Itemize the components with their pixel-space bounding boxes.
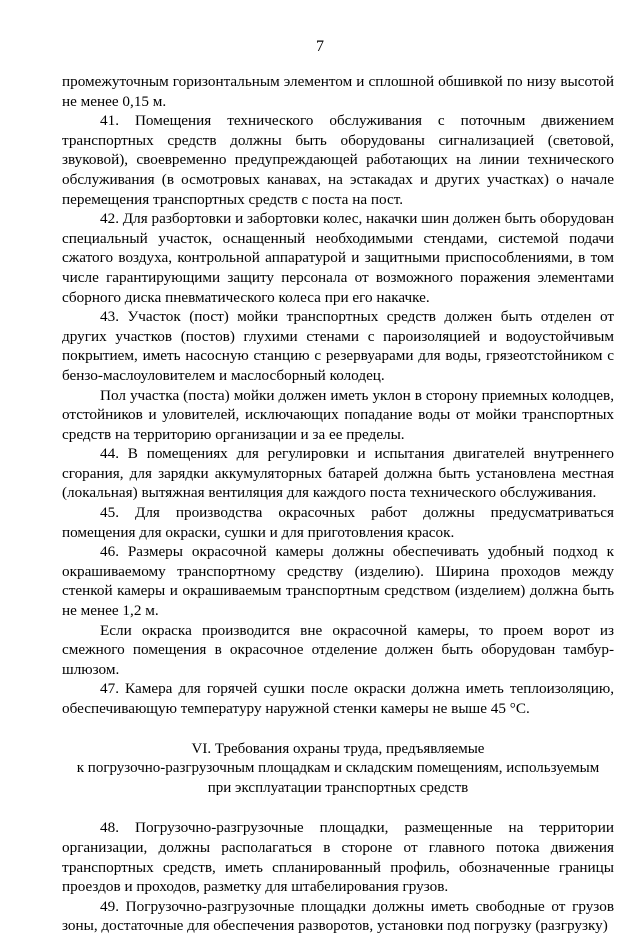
page-number: 7: [316, 38, 324, 55]
paragraph-continuation: промежуточным горизонтальным элементом и сплошной обшивкой по низу высотой не менее 0,15 м.: [62, 73, 614, 110]
paragraph-49: 49. Погрузочно-разгрузочные площадки должны иметь свободные от грузов зоны, достаточные для обеспечения разворотов, установки под погрузку (разгрузку): [62, 897, 614, 935]
section-heading-line: к погрузочно-разгрузочным площадкам и складским помещениям, используемым: [76, 760, 600, 777]
body-text: [62, 72, 614, 936]
section-heading: [62, 740, 614, 799]
paragraph-46-outside-booth: Если окраска производится вне окрасочной камеры, то проем ворот из смежного помещения в окрасочное отделение должен быть оборудован тамбур-шлюзом.: [62, 621, 614, 678]
paragraph-41: 41. Помещения технического обслуживания с поточным движением транспортных средств должны быть оборудованы сигнализацией (световой, звуковой), своевременно предупреждающей работающих на линии технического обслуживания (в осмотровых канавах, на эстакадах и других участках) о начале перемещения транспортных средств с поста на пост.: [62, 112, 614, 208]
paragraph-43-floor: Пол участка (поста) мойки должен иметь уклон в сторону приемных колодцев, отстойников и уловителей, исключающих попадание воды от мойки транспортных средств на территорию организации и за ее пределы.: [62, 386, 614, 443]
section-heading-line: VI. Требования охраны труда, предъявляемые: [191, 740, 485, 757]
paragraph-42: 42. Для разбортовки и забортовки колес, накачки шин должен быть оборудован специальный участок, оснащенный необходимыми стендами, системой подачи сжатого воздуха, контрольной аппаратурой и защитными приспособлениями, в том числе гарантирующими защиту персонала от возможного поражения элементами сборного диска пневматического колеса при его накачке.: [62, 210, 614, 306]
section-heading-line: при эксплуатации транспортных средств: [207, 779, 469, 796]
paragraph-47: 47. Камера для горячей сушки после окраски должна иметь теплоизоляцию, обеспечивающую температуру наружной стенки камеры не выше 45 °C.: [62, 680, 614, 717]
paragraph-45: 45. Для производства окрасочных работ должны предусматриваться помещения для окраски, сушки и для приготовления красок.: [62, 504, 614, 541]
paragraph-46: 46. Размеры окрасочной камеры должны обеспечивать удобный подход к окрашиваемому транспортному средству (изделию). Ширина проходов между стенкой камеры и окрашиваемым транспортным средством (изделием) должна быть не менее 1,2 м.: [62, 543, 614, 620]
paragraph-44: 44. В помещениях для регулировки и испытания двигателей внутреннего сгорания, для зарядки аккумуляторных батарей должна быть установлена местная (локальная) вытяжная вентиляция для каждого поста технического обслуживания.: [62, 445, 614, 502]
paragraph-43: 43. Участок (пост) мойки транспортных средств должен быть отделен от других участков (постов) глухими стенами с пароизоляцией и водоустойчивым покрытием, иметь насосную станцию с резервуарами для воды, грязеотстойником с бензо-маслоуловителем и маслосборный колодец.: [62, 308, 614, 384]
paragraph-48: 48. Погрузочно-разгрузочные площадки, размещенные на территории организации, должны располагаться в стороне от главного потока движения транспортных средств, иметь спланированный профиль, обозначенные границы проездов и проходов, разметку для штабелирования грузов.: [62, 819, 614, 896]
